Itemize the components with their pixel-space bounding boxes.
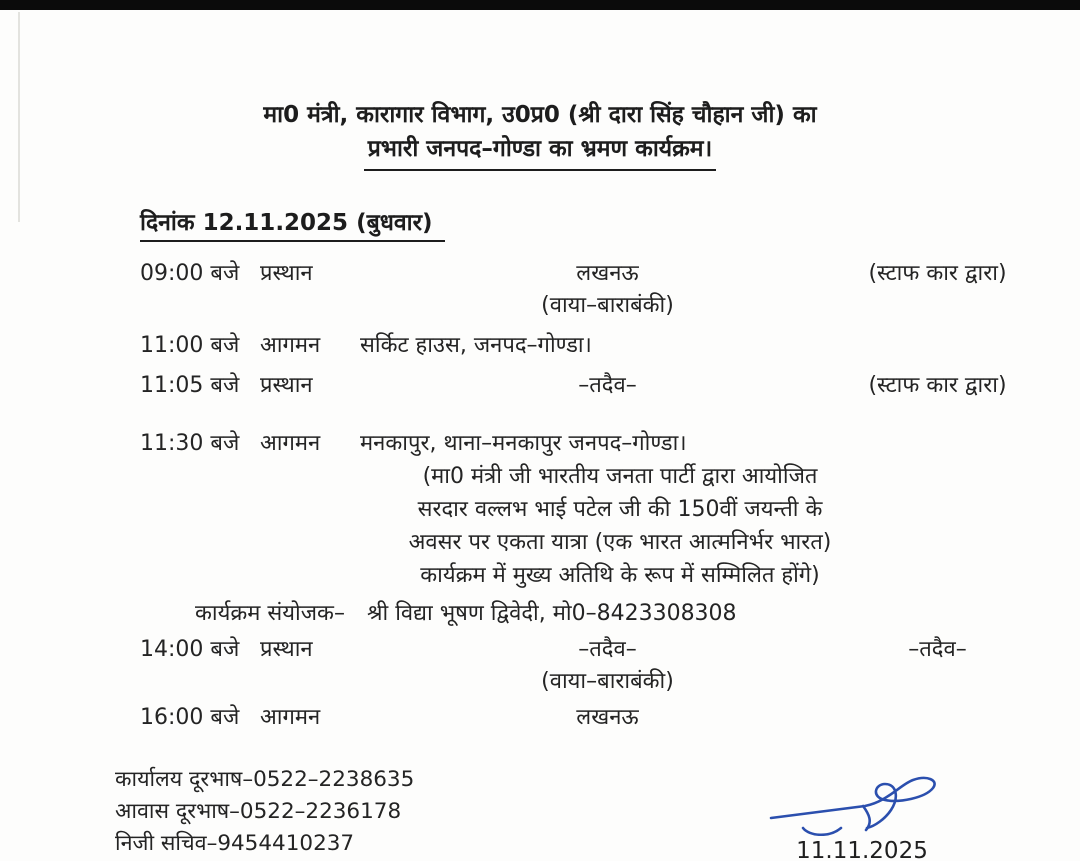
- row-location: –तदैव–: [578, 637, 637, 662]
- row-note: (स्टाफ कार द्वारा): [868, 261, 1007, 286]
- row-detail: [370, 460, 870, 592]
- schedule-row: [0, 332, 1080, 360]
- row-location: मनकापुर, थाना–मनकापुर जनपद–गोण्डा।: [360, 431, 687, 456]
- signature-icon: [767, 770, 957, 836]
- detail-line: (मा0 मंत्री जी भारतीय जनता पार्टी द्वारा आयोजित: [422, 464, 818, 489]
- contact-line: कार्यालय दूरभाष–0522–2238635: [115, 767, 415, 792]
- contact-line: निजी सचिव–9454410237: [115, 828, 1080, 861]
- row-location: सर्किट हाउस, जनपद–गोण्डा।: [360, 333, 592, 358]
- schedule-row: [0, 636, 1080, 696]
- row-time: 16:00 बजे: [140, 705, 240, 730]
- schedule-rows: [0, 260, 1080, 732]
- coordinator-value: श्री विद्या भूषण द्विवेदी, मो0–8423308308: [366, 601, 737, 626]
- row-activity: प्रस्थान: [260, 261, 313, 286]
- detail-line: अवसर पर एकता यात्रा (एक भारत आत्मनिर्भर भारत): [408, 530, 832, 555]
- document-title: [0, 98, 1080, 171]
- document-title-line1: मा0 मंत्री, कारागार विभाग, उ0प्र0 (श्री दारा सिंह चौहान जी) का: [263, 102, 817, 128]
- coordinator-label: कार्यक्रम संयोजक–: [195, 601, 345, 626]
- scan-edge-strip: [0, 0, 1080, 10]
- row-activity: आगमन: [260, 431, 321, 456]
- detail-line: कार्यक्रम में मुख्य अतिथि के रूप में सम्मिलित होंगे): [420, 563, 820, 588]
- coordinator-row: [0, 600, 1080, 628]
- row-time: 11:05 बजे: [140, 373, 240, 398]
- row-activity: आगमन: [260, 705, 321, 730]
- signature-area: [762, 770, 962, 861]
- row-activity: प्रस्थान: [260, 637, 313, 662]
- row-time: 11:30 बजे: [140, 431, 240, 456]
- detail-line: सरदार वल्लभ भाई पटेल जी की 150वीं जयन्ती के: [417, 497, 823, 522]
- row-location-sub: (वाया–बाराबंकी): [541, 669, 674, 694]
- schedule-row: [0, 260, 1080, 320]
- row-note: –तदैव–: [908, 637, 967, 662]
- contact-line: आवास दूरभाष–0522–2236178: [115, 799, 402, 824]
- row-location: लखनऊ: [576, 705, 639, 730]
- date-heading: दिनांक 12.11.2025 (बुधवार): [140, 205, 445, 242]
- schedule-row: [0, 430, 1080, 592]
- row-note: (स्टाफ कार द्वारा): [868, 373, 1007, 398]
- row-location-sub: (वाया–बाराबंकी): [541, 293, 674, 318]
- row-time: 11:00 बजे: [140, 333, 240, 358]
- row-activity: प्रस्थान: [260, 373, 313, 398]
- scan-artifact-line: [18, 12, 20, 222]
- schedule-row: [0, 372, 1080, 400]
- row-time: 09:00 बजे: [140, 261, 240, 286]
- schedule-row: [0, 704, 1080, 732]
- signature-date: 11.11.2025: [796, 838, 928, 861]
- document-title-line2: प्रभारी जनपद–गोण्डा का भ्रमण कार्यक्रम।: [364, 132, 717, 171]
- row-location: –तदैव–: [578, 373, 637, 398]
- row-activity: आगमन: [260, 333, 321, 358]
- row-location: लखनऊ: [576, 261, 639, 286]
- row-time: 14:00 बजे: [140, 637, 240, 662]
